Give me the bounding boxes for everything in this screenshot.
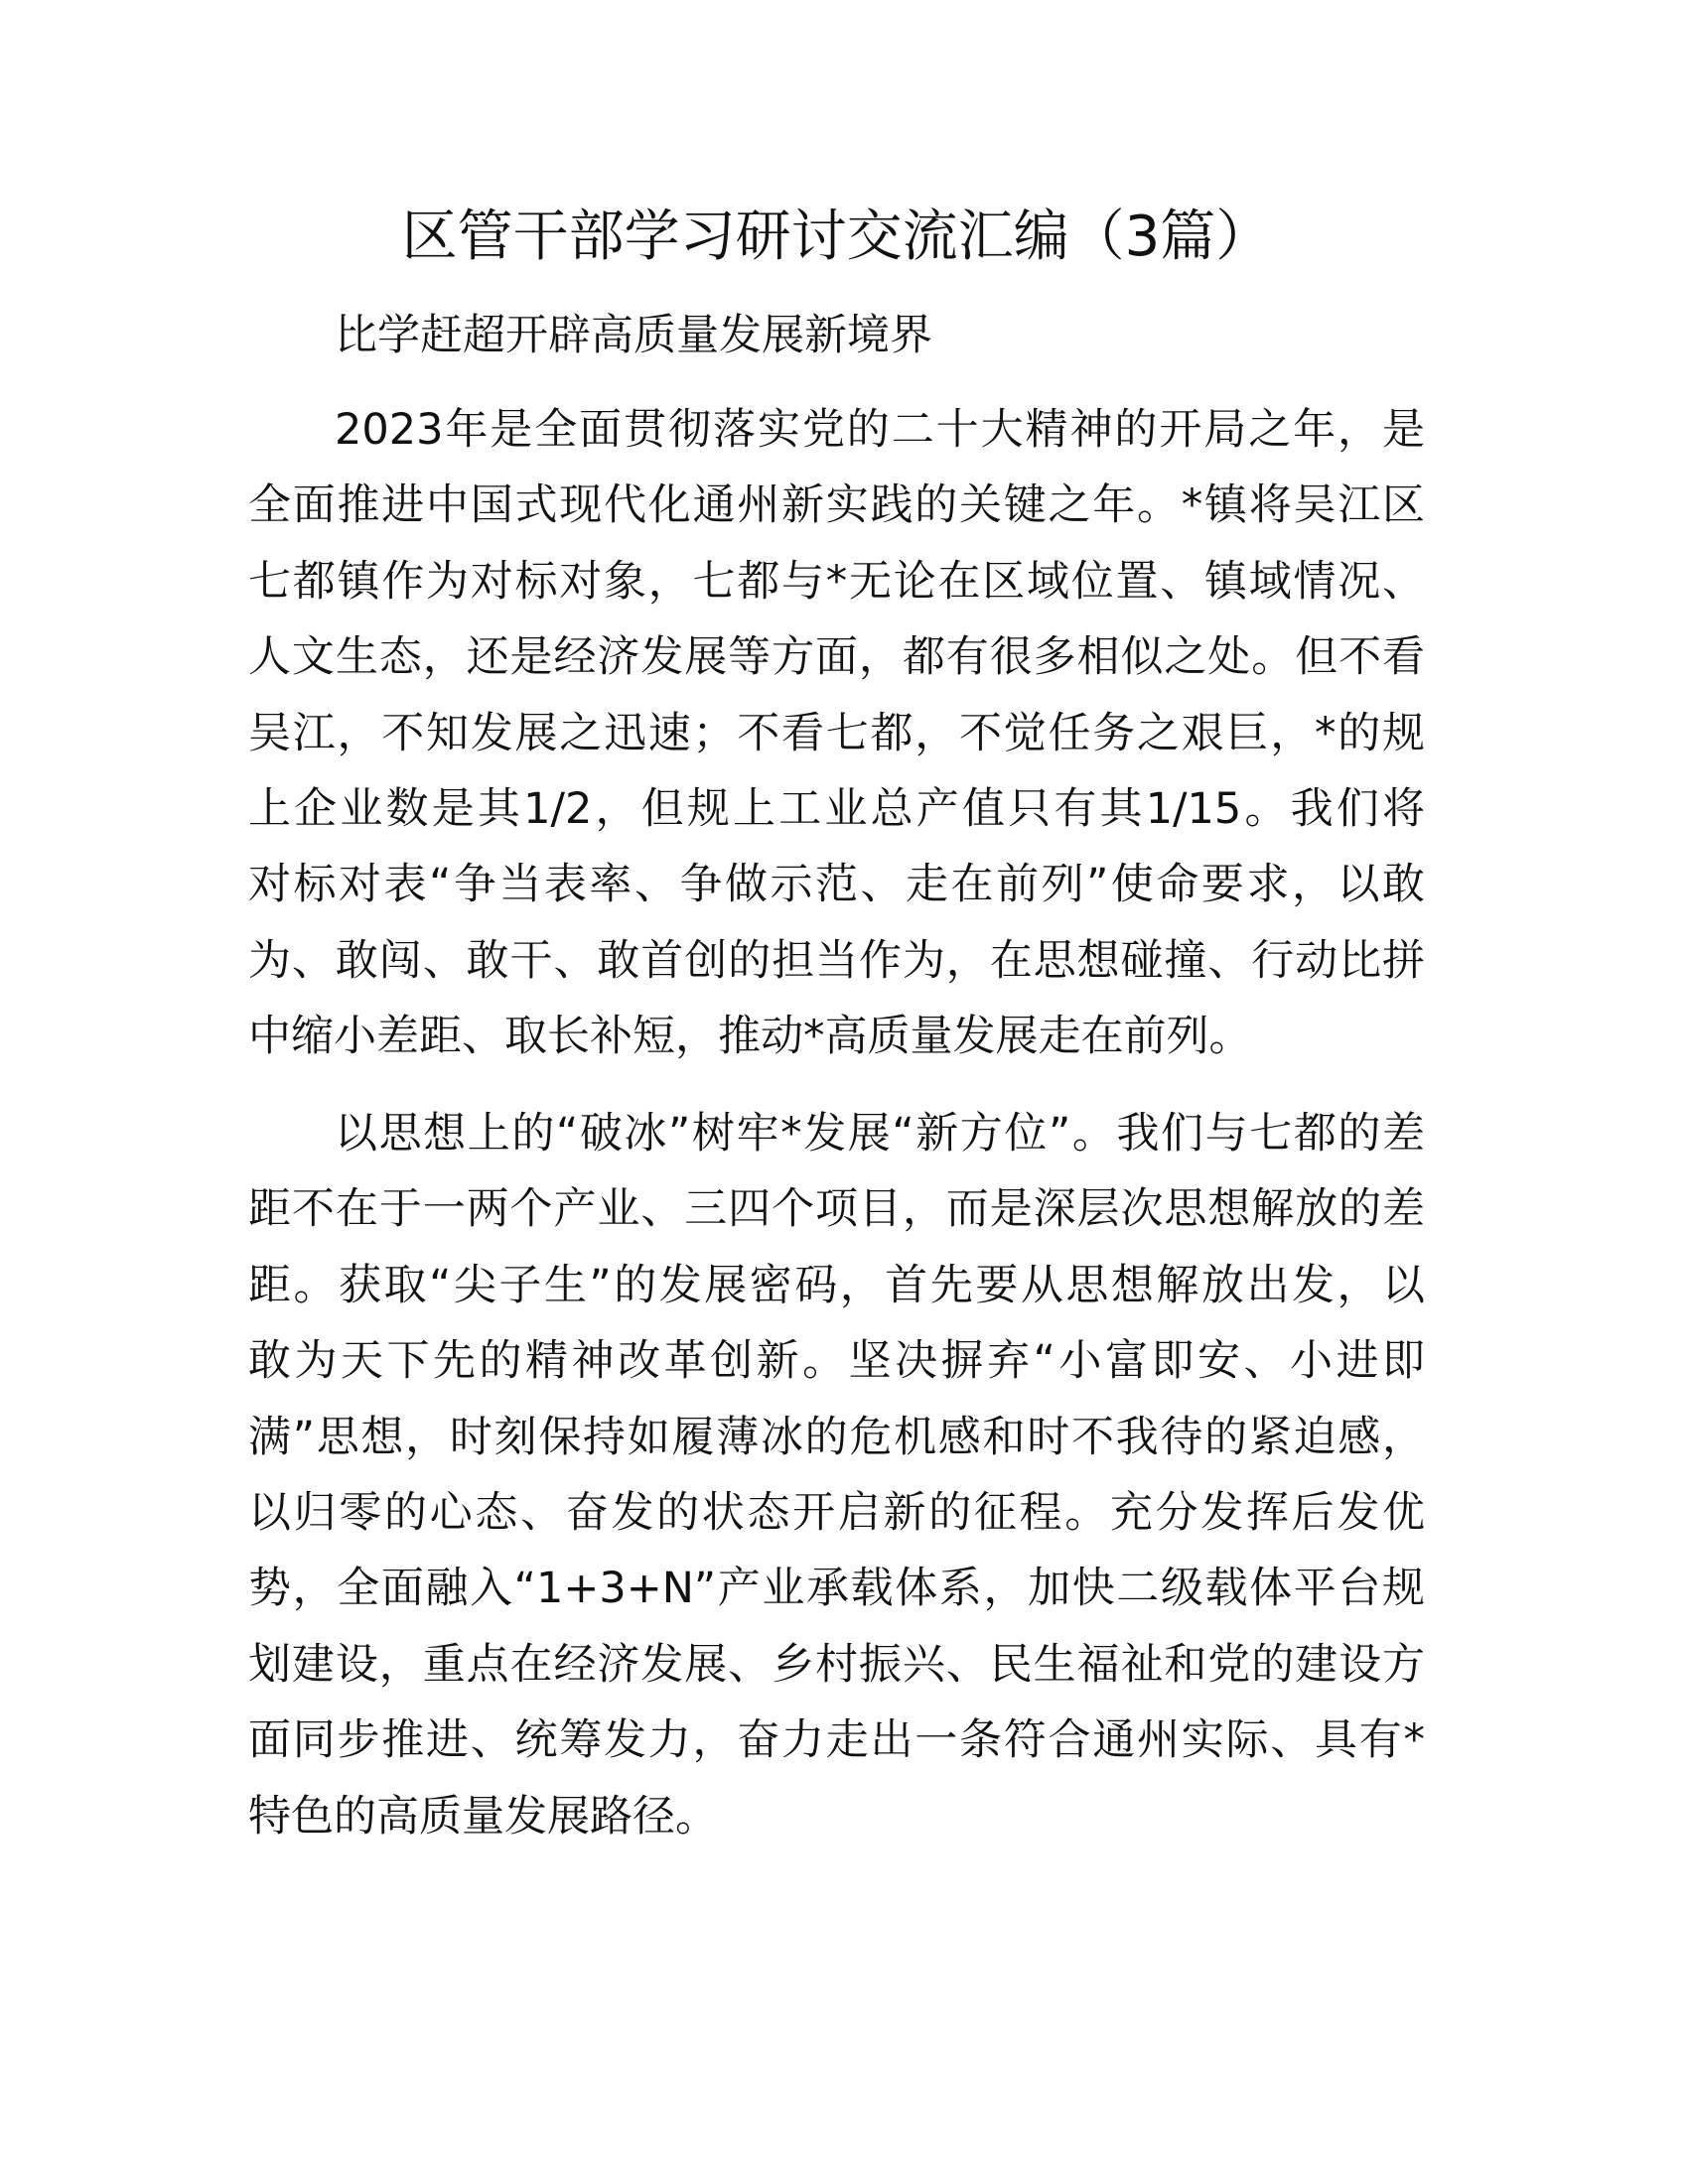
text-line: 面同步推进、统筹发力，奋力走出一条符合通州实际、具有* (248, 1715, 1425, 1766)
text-line: 距不在于一两个产业、三四个项目，而是深层次思想解放的差 (248, 1184, 1425, 1235)
text-line: 上企业数是其1/2，但规上工业总产值只有其1/15。我们将 (248, 783, 1425, 834)
text-line: 满”思想，时刻保持如履薄冰的危机感和时不我待的紧迫感， (248, 1412, 1425, 1462)
text-line: 距。获取“尖子生”的发展密码，首先要从思想解放出发，以 (248, 1260, 1425, 1310)
text-line: 为、敢闯、敢干、敢首创的担当作为，在思想碰撞、行动比拼 (248, 935, 1425, 986)
text-line: 2023年是全面贯彻落实党的二十大精神的开局之年，是 (335, 405, 1425, 455)
text-line: 特色的高质量发展路径。 (248, 1791, 718, 1842)
text-line: 全面推进中国式现代化通州新实践的关键之年。*镇将吴江区 (248, 480, 1425, 531)
text-line: 七都镇作为对标对象，七都与*无论在区域位置、镇域情况、 (248, 556, 1425, 607)
text-line: 势，全面融入“1+3+N”产业承载体系，加快二级载体平台规 (248, 1564, 1425, 1614)
text-line: 敢为天下先的精神改革创新。坚决摒弃“小富即安、小进即 (248, 1336, 1425, 1387)
paragraph-2 (248, 1096, 1425, 1854)
text-line: 吴江，不知发展之迅速；不看七都，不觉任务之艰巨，*的规 (248, 708, 1425, 758)
text-line: 以思想上的“破冰”树牢*发展“新方位”。我们与七都的差 (335, 1109, 1425, 1159)
paragraph-1 (248, 392, 1425, 1075)
text-line: 划建设，重点在经济发展、乡村振兴、民生福祉和党的建设方 (248, 1639, 1425, 1690)
text-line: 中缩小差距、取长补短，推动*高质量发展走在前列。 (248, 1012, 1252, 1062)
text-line: 以归零的心态、奋发的状态开启新的征程。充分发挥后发优 (248, 1487, 1425, 1538)
text-line: 人文生态，还是经济发展等方面，都有很多相似之处。但不看 (248, 632, 1425, 683)
section-heading: 比学赶超开辟高质量发展新境界 (335, 311, 932, 360)
text-line: 对标对表“争当表率、争做示范、走在前列”使命要求，以敢 (248, 860, 1425, 910)
document-title: 区管干部学习研讨交流汇编（3篇） (401, 205, 1272, 269)
